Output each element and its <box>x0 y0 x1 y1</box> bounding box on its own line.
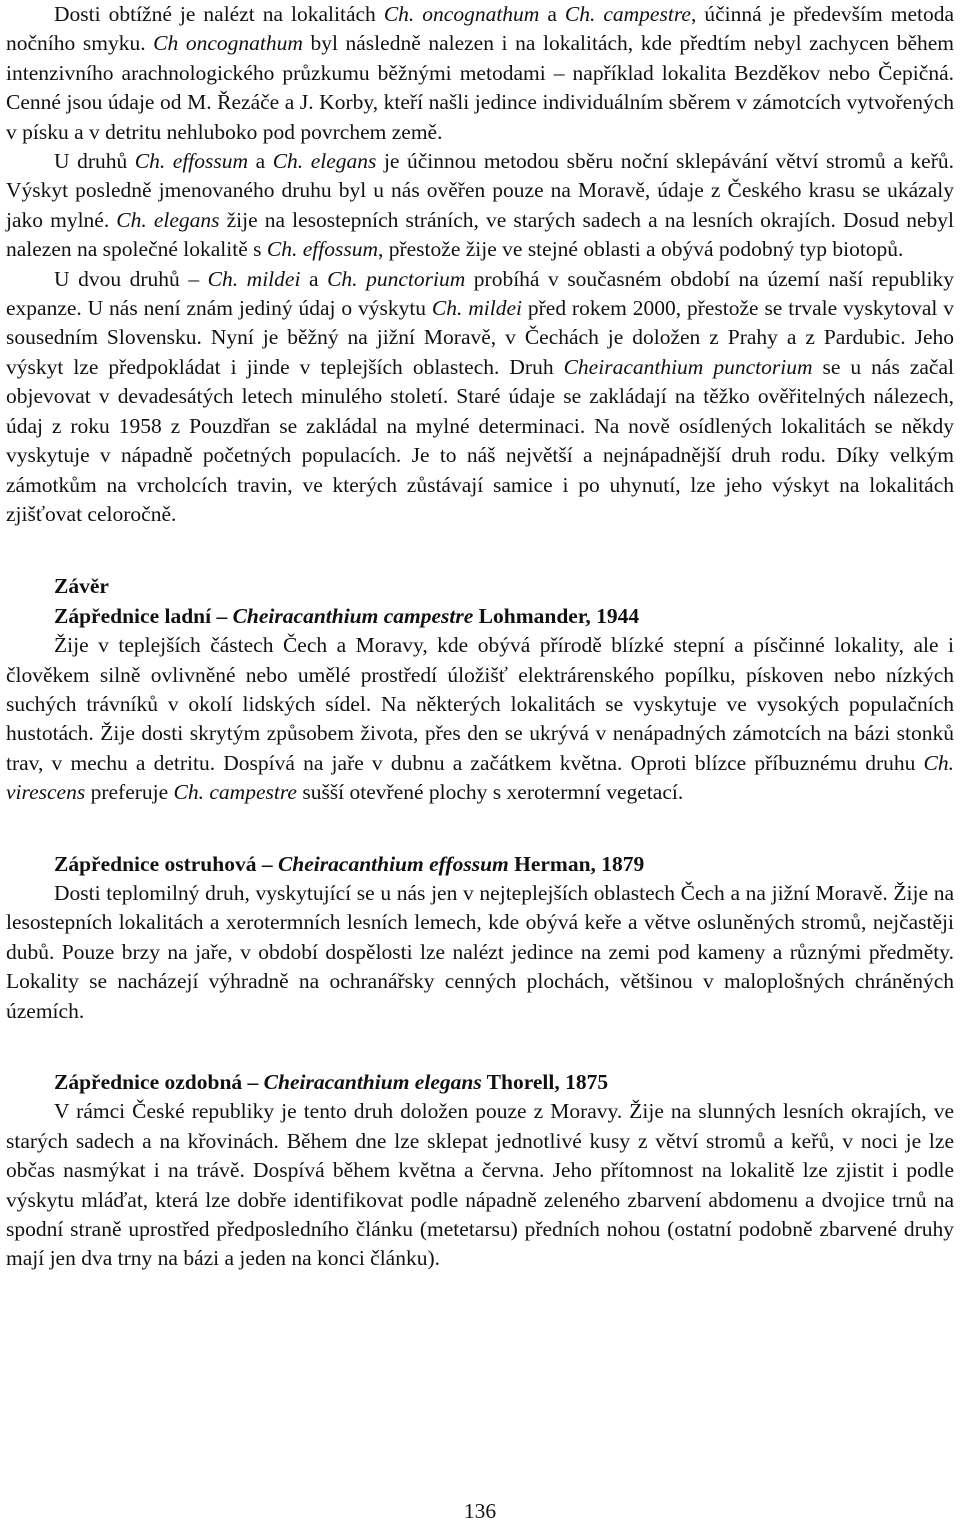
species-latin-name: Cheiracanthium campestre <box>232 603 474 628</box>
spacer <box>6 808 954 850</box>
text-run: před rokem 2000, přestože se trvale vyskytoval v sousedním Slovensku. Nyní je běžný na jižní Moravě, v Čechách je doložen z Prahy a z Pardubic. Jeho výskyt lze předpokládat i jinde v teplejších oblastech. Druh <box>6 296 954 379</box>
paragraph-effossum <box>6 879 954 1026</box>
document-body <box>6 0 954 1274</box>
text-run: Dosti teplomilný druh, vyskytující se u nás jen v nejteplejších oblastech Čech a na jižní Moravě. Žije na lesostepních lokalitách a xerotermních lesních lemech, kde obývá keře a větve osluněných stromů, nejčastěji dubů. Pouze brzy na jaře, v období dospělosti lze nalézt jedince na zemi pod kameny a různými předměty. Lokality se nacházejí výhradně na ochranářsky cenných plochách, většinou v maloplošných chráněných územích. <box>6 880 954 1023</box>
species-author: Thorell, 1875 <box>481 1070 609 1094</box>
species-name: Ch. mildei <box>207 266 301 291</box>
text-run: žije na lesostepních stráních, ve starých sadech a na lesních okrajích. Dosud nebyl nalezen na společné lokalitě s <box>6 207 954 262</box>
text-run: U dvou druhů – <box>54 266 208 291</box>
spacer <box>6 529 954 572</box>
species-name: Ch. effossum <box>266 237 378 262</box>
species-name: Ch. punctorium <box>327 266 466 291</box>
species-name: Ch. elegans <box>272 149 377 174</box>
species-name: Ch oncognathum <box>153 31 303 56</box>
species-name: Ch. campestre <box>564 2 691 26</box>
text-run: , přestože žije ve stejné oblasti a obývá podobný typ biotopů. <box>377 237 904 262</box>
text-run: byl následně nalezen i na lokalitách, kde předtím nebyl zachycen během intenzivního arachnologického průzkumu běžnými metodami – například lokalita Bezděkov nebo Čepičná. Cenné jsou údaje od M. Řezáče a J. Korby, kteří našli jedince individuálním sběrem v zámotcích vytvořených v písku a v detritu nehluboko pod povrchem země. <box>6 31 954 144</box>
species-name: Ch. virescens <box>6 750 954 805</box>
text-run: a <box>248 149 273 174</box>
species-latin-name: Cheiracanthium effossum <box>277 851 509 876</box>
species-name: Ch. mildei <box>431 296 522 321</box>
species-name: Ch. effossum <box>134 149 249 174</box>
text-run: , účinná je především metoda nočního smyku. <box>6 2 955 56</box>
text-run: sušší otevřené plochy s xerotermní vegetací. <box>296 780 684 805</box>
paragraph-effossum-elegans <box>6 147 954 265</box>
species-common-name: Zápřednice ostruhová – <box>54 851 278 876</box>
species-name: Ch. oncognathum <box>383 2 540 26</box>
species-author: Herman, 1879 <box>508 851 645 876</box>
paragraph-expansion <box>6 265 954 530</box>
text-run: V rámci České republiky je tento druh doložen pouze z Moravy. Žije na slunných lesních okrajích, ve starých sadech a na křovinách. Během dne lze sklepat jednotlivé kusy z větví stromů a keřů, v noci je lze občas nasmýkat i na trávě. Dospívá během května a června. Jeho přítomnost na lokalitě lze zjistit i podle výskytu mláďat, která lze dobře identifikovat podle nápadně zeleného zbarvení abdomenu a dvojice trnů na spodní straně uprostřed předposledního článku (metetarsu) předních nohou (ostatní podobně zbarvené druhy mají jen dva trny na bázi a jeden na konci článku). <box>6 1099 954 1271</box>
text-run: Dosti obtížné je nalézt na lokalitách <box>54 2 384 26</box>
species-common-name: Zápřednice ozdobná – <box>54 1070 264 1094</box>
species-heading-elegans <box>6 1068 954 1097</box>
text-run: preferuje <box>85 780 174 805</box>
species-latin-name: Cheiracanthium elegans <box>263 1070 482 1094</box>
page-number: 136 <box>463 1499 497 1523</box>
spacer <box>6 1026 954 1068</box>
species-author: Lohmander, 1944 <box>473 603 640 628</box>
species-heading-campestre <box>6 602 954 631</box>
text-run: Žije v teplejších částech Čech a Moravy, kde obývá přírodě blízké stepní a písčinné lokality, ale i člověkem silně ovlivněné nebo umělé prostředí úložišť elektrárenského popílku, pískoven nebo nízkých suchých trávníků v okolí lidských sídel. Na některých lokalitách se vyskytuje ve vysokých populačních hustotách. Žije dosti skrytým způsobem života, přes den se ukrývá v nenápadných zámotcích na bázi stonků trav, v mechu a detritu. Dospívá na jaře v dubnu a začátkem května. Oproti blízce příbuznému druhu <box>6 633 954 775</box>
paragraph-elegans <box>6 1097 954 1273</box>
species-common-name: Zápřednice ladní – <box>54 603 233 628</box>
paragraph-methods-intro <box>6 0 954 147</box>
species-name: Cheiracanthium punctorium <box>563 354 813 379</box>
text-run: U druhů <box>54 149 135 174</box>
section-heading-conclusion: Závěr <box>54 574 109 599</box>
species-heading-effossum <box>6 850 954 879</box>
species-name: Ch. campestre <box>173 780 297 805</box>
paragraph-campestre <box>6 631 954 807</box>
text-run: probíhá v současném období na území naší republiky expanze. U nás není znám jediný údaj o výskytu <box>6 266 954 321</box>
text-run: a <box>539 2 565 26</box>
text-run: a <box>300 266 328 291</box>
text-run: je účinnou metodou sběru noční sklepávání větví stromů a keřů. Výskyt posledně jmenovaného druhu byl u nás ověřen pouze na Moravě, údaje z Českého krasu se ukázaly jako mylné. <box>6 149 954 232</box>
species-name: Ch. elegans <box>116 207 220 232</box>
text-run: se u nás začal objevovat v devadesátých letech minulého století. Staré údaje se zakládají na těžko ověřitelných nálezech, údaj z roku 1958 z Pouzdřan se zakládal na mylné determinaci. Na nově osídlených lokalitách se někdy vyskytuje v nápadně početných populacích. Je to náš největší a nejnápadnější druh rodu. Díky velkým zámotkům na vrcholcích travin, ve kterých zůstávají samice i po uhynutí, lze jeho výskyt na lokalitách zjišťovat celoročně. <box>6 354 954 526</box>
